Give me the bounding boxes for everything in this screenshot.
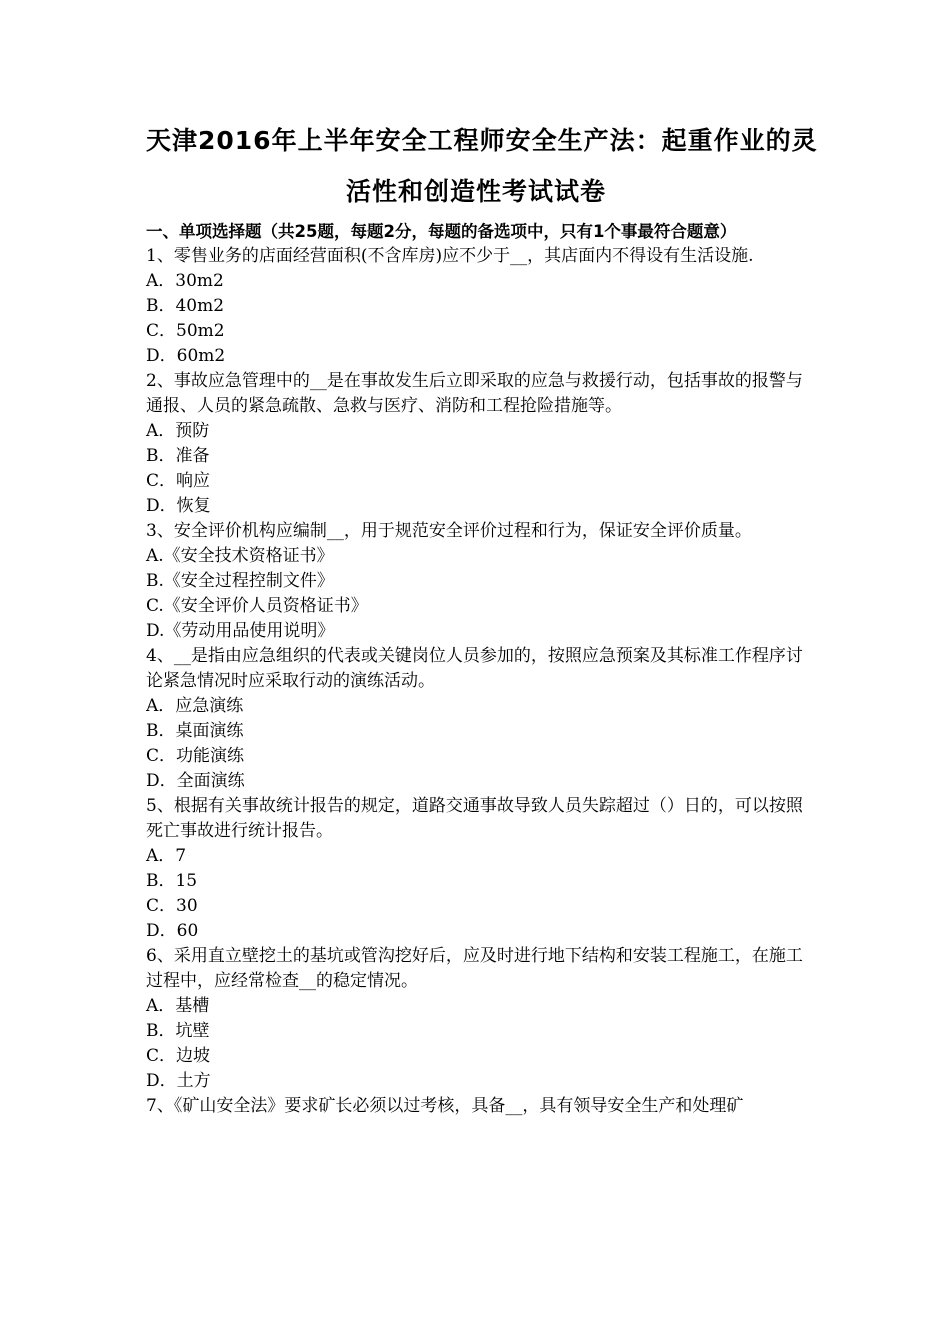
option-b: B．准备 [146, 446, 210, 466]
option-d: D．60 [146, 921, 199, 941]
option-b: B.《安全过程控制文件》 [146, 571, 334, 591]
option-b: B．桌面演练 [146, 721, 244, 741]
option-c: C．50m2 [146, 321, 225, 341]
option-a: A．30m2 [146, 271, 224, 291]
section-heading: 一、单项选择题（共25题，每题2分，每题的备选项中，只有1个事最符合题意） [146, 222, 737, 241]
option-a: A．基槽 [146, 996, 210, 1016]
question-1 [146, 244, 808, 369]
option-b: B．15 [146, 871, 198, 891]
option-c: C．边坡 [146, 1046, 211, 1066]
question-6 [146, 944, 808, 1094]
option-a: A.《安全技术资格证书》 [146, 546, 334, 566]
question-stem: 3、安全评价机构应编制__，用于规范安全评价过程和行为，保证安全评价质量。 [146, 521, 752, 541]
option-a: A．7 [146, 846, 187, 866]
question-7 [146, 1094, 808, 1119]
option-c: C．功能演练 [146, 746, 245, 766]
option-d: D．土方 [146, 1071, 211, 1091]
option-d: D.《劳动用品使用说明》 [146, 621, 335, 641]
question-stem: 7、《矿山安全法》要求矿长必须以过考核，具备__，具有领导安全生产和处理矿 [146, 1096, 744, 1116]
question-stem: 1、零售业务的店面经营面积(不含库房)应不少于__，其店面内不得设有生活设施. [146, 246, 754, 266]
option-a: A．预防 [146, 421, 210, 441]
option-c: C.《安全评价人员资格证书》 [146, 596, 368, 616]
option-d: D．60m2 [146, 346, 226, 366]
option-c: C．30 [146, 896, 198, 916]
question-stem: 2、事故应急管理中的__是在事故发生后立即采取的应急与救援行动，包括事故的报警与通报、人员的紧急疏散、急救与医疗、消防和工程抢险措施等。 [146, 371, 803, 416]
option-a: A．应急演练 [146, 696, 244, 716]
option-b: B．坑壁 [146, 1021, 210, 1041]
question-3 [146, 519, 808, 644]
question-2 [146, 369, 808, 519]
option-c: C．响应 [146, 471, 211, 491]
option-b: B．40m2 [146, 296, 225, 316]
question-stem: 4、__是指由应急组织的代表或关键岗位人员参加的，按照应急预案及其标准工作程序讨论紧急情况时应采取行动的演练活动。 [146, 646, 803, 691]
question-stem: 5、根据有关事故统计报告的规定，道路交通事故导致人员失踪超过（）日的，可以按照死亡事故进行统计报告。 [146, 796, 803, 841]
question-5 [146, 794, 808, 944]
question-stem: 6、采用直立壁挖土的基坑或管沟挖好后，应及时进行地下结构和安装工程施工，在施工过程中，应经常检查__的稳定情况。 [146, 946, 803, 991]
document-title-line-1: 天津2016年上半年安全工程师安全生产法：起重作业的灵 [146, 126, 818, 155]
exam-content [146, 219, 808, 1119]
document-title-line-2: 活性和创造性考试试卷 [345, 177, 606, 206]
option-d: D．恢复 [146, 496, 211, 516]
question-4 [146, 644, 808, 794]
option-d: D．全面演练 [146, 771, 245, 791]
